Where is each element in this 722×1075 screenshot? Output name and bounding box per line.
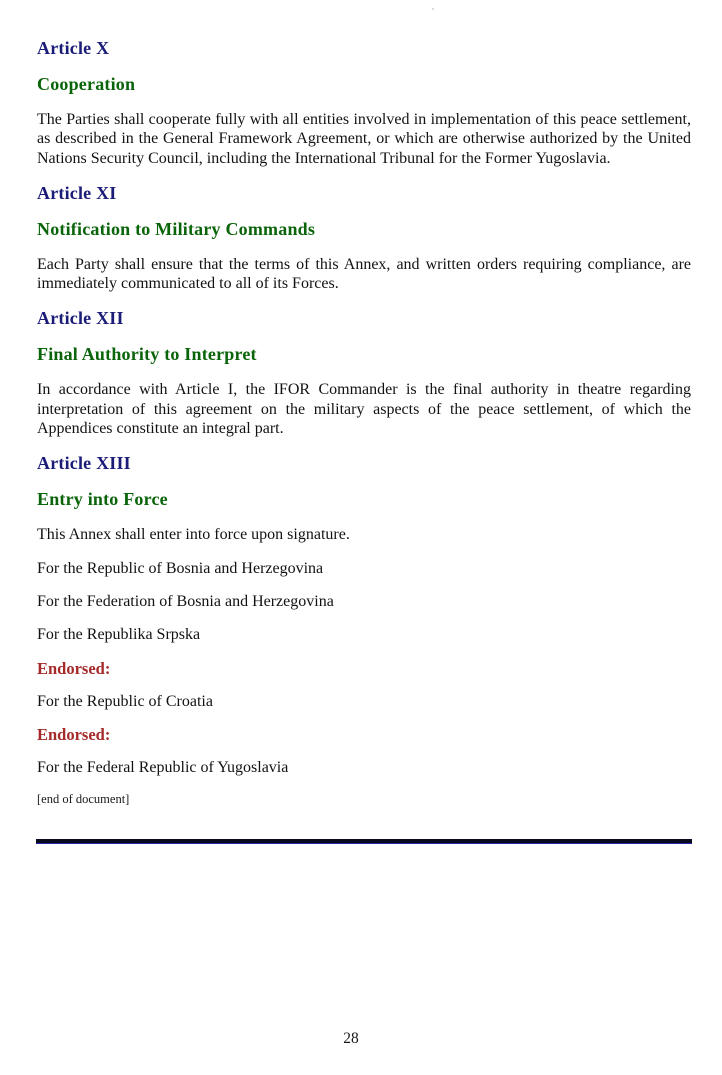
section-body: In accordance with Article I, the IFOR Commander is the final authority in theatre regarding interpretation of this agreement on the military aspects of the peace settlement, of which the Appendices constitute an integral part. [37,381,691,438]
section-body: The Parties shall cooperate fully with all entities involved in implementation of this peace settlement, as described in the General Framework Agreement, or which are otherwise authorized by the United Nations Security Council, including the International Tribunal for the Former Yugoslavia. [37,111,691,167]
section-body: This Annex shall enter into force upon signature. [37,526,350,544]
scan-artifact-speck [432,8,434,10]
section-title: Entry into Force [37,489,168,510]
article-heading: Article XII [37,308,124,329]
endorsed-label: Endorsed: [37,725,111,745]
section-title: Cooperation [37,74,136,94]
section-title: Final Authority to Interpret [37,344,257,365]
endorsement-party: For the Republic of Croatia [37,692,213,710]
article-section [37,39,691,168]
article-section [37,454,691,544]
signature-line: For the Republic of Bosnia and Herzegovina [37,559,324,577]
article-section [37,309,691,438]
section-title: Notification to Military Commands [37,218,316,239]
signature-line: For the Republika Srpska [37,626,201,644]
divider-rule [36,839,692,844]
article-heading: Article XI [37,182,117,203]
endorsed-label: Endorsed: [37,658,111,678]
article-heading: Article X [37,38,110,58]
article-heading: Article XIII [37,453,131,474]
end-of-document-note: [end of document] [37,791,130,806]
section-body: Each Party shall ensure that the terms of this Annex, and written orders requiring compliance, are immediately communicated to all of its Forces. [37,255,691,293]
page-number: 28 [343,1030,359,1047]
signature-line: For the Federation of Bosnia and Herzegovina [37,592,334,610]
endorsement-party: For the Federal Republic of Yugoslavia [37,759,289,777]
article-section [37,184,691,294]
document-content [37,39,691,807]
